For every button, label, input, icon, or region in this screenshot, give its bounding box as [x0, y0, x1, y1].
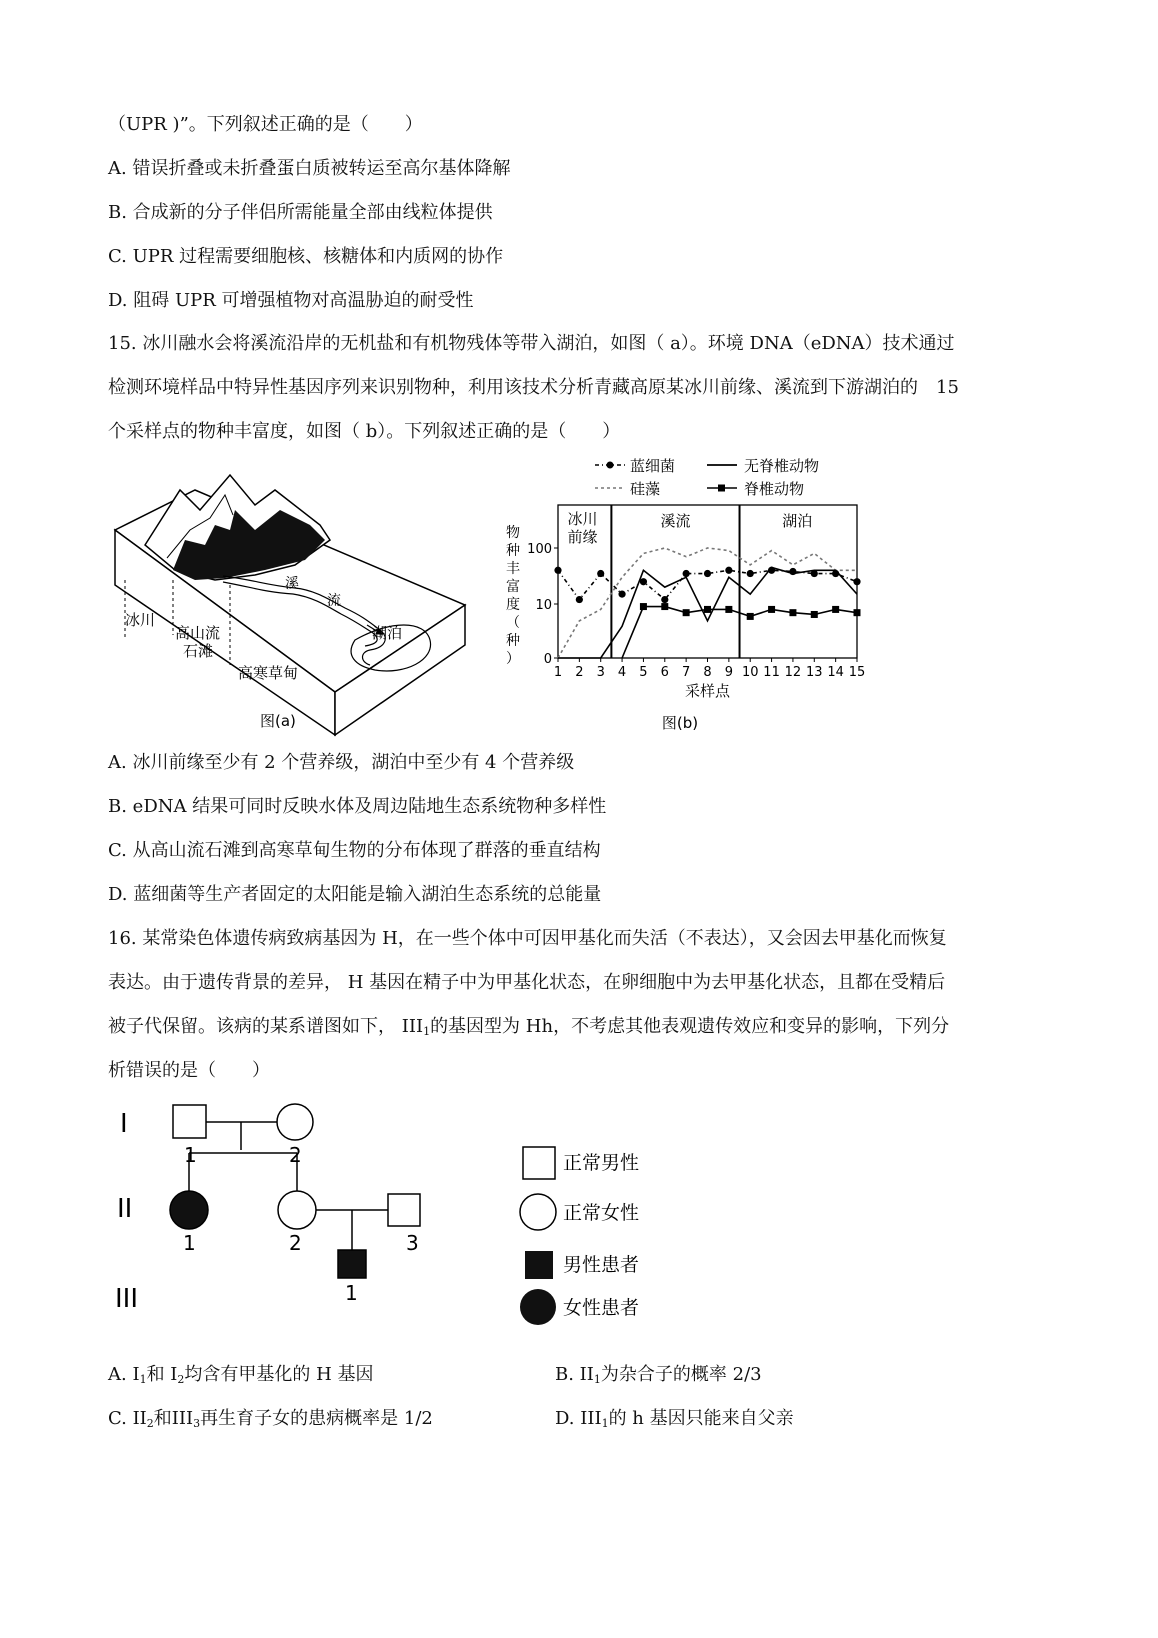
q16-stem-line2: 表达。由于遗传背景的差异， H 基因在精子中为甲基化状态，在卵细胞中为去甲基化状态，且都在受精后: [108, 972, 946, 993]
q16-stem-line3: 被子代保留。该病的某系谱图如下， $III_1$的基因型为 Hh，不考虑其他表观遗传效应和变异的影响，下列分: [108, 1016, 950, 1038]
data-point: [618, 591, 625, 598]
data-point: [576, 596, 583, 603]
q16-option-a: A. $I_1$和 $I_2$均含有甲基化的 H 基因: [108, 1364, 374, 1386]
q15-stem-line3: 个采样点的物种丰富度，如图（ b）。下列叙述正确的是（ ）: [108, 421, 621, 442]
data-point: [747, 570, 754, 577]
y-tick-label: 0: [543, 652, 552, 667]
figure-a-caption: 图(a): [260, 712, 296, 730]
y-axis-label-char: 种: [506, 633, 520, 649]
data-point: [704, 606, 711, 613]
generation-label-3: III: [115, 1284, 139, 1314]
q15-option-a: A. 冰川前缘至少有 2 个营养级，湖泊中至少有 4 个营养级: [108, 752, 575, 773]
x-tick-label: 7: [682, 665, 691, 680]
y-axis-label-char: 度: [506, 597, 520, 613]
q16-option-b: B. $II_1$为杂合子的概率 2/3: [555, 1364, 762, 1386]
y-axis-label-char: ）: [506, 651, 520, 667]
x-tick-label: 5: [639, 665, 648, 680]
x-tick-label: 6: [660, 665, 669, 680]
svg-text:2: 2: [289, 1231, 302, 1255]
x-tick-label: 13: [806, 665, 823, 680]
region-label: 冰川: [567, 510, 598, 528]
q14-intro: （UPR )”。下列叙述正确的是（ ）: [108, 114, 423, 135]
q14-option-c: C. UPR 过程需要细胞核、核糖体和内质网的协作: [108, 246, 504, 267]
legend-male-affected-symbol: [525, 1251, 553, 1279]
data-point: [811, 611, 818, 618]
legend-male-normal: 正常男性: [563, 1152, 640, 1174]
data-point: [661, 596, 668, 603]
figure-b-chart: [500, 450, 880, 745]
q15-option-c: C. 从高山流石滩到高寒草甸生物的分布体现了群落的垂直结构: [108, 840, 601, 861]
data-point: [853, 578, 860, 585]
label-lake: 湖泊: [372, 624, 403, 642]
generation-labels: [115, 1109, 138, 1314]
data-point: [640, 578, 647, 585]
x-tick-label: 2: [575, 665, 584, 680]
x-tick-label: 1: [553, 665, 563, 680]
q15-option-d: D. 蓝细菌等生产者固定的太阳能是输入湖泊生态系统的总能量: [108, 884, 602, 905]
legend-male-normal-symbol: [523, 1147, 555, 1179]
q16-stem-line1: 16. 某常染色体遗传病致病基因为 H，在一些个体中可因甲基化而失活（不表达），又会因去甲基化而恢复: [108, 928, 947, 949]
label-stream-1: 溪: [285, 576, 299, 592]
figure-a-landscape: [105, 470, 475, 740]
data-point: [725, 606, 732, 613]
q15-option-b: B. eDNA 结果可同时反映水体及周边陆地生态系统物种多样性: [108, 796, 607, 817]
q14-option-d: D. 阻碍 UPR 可增强植物对高温胁迫的耐受性: [108, 290, 474, 311]
legend-male-affected: 男性患者: [563, 1254, 640, 1276]
generation-label-2: II: [117, 1194, 133, 1224]
legend-female-affected: 女性患者: [563, 1297, 640, 1319]
II-1-female-affected: [170, 1191, 208, 1229]
q16-option-c: C. $II_2$和$III_3$再生育子女的患病概率是 1/2: [108, 1408, 433, 1430]
svg-text:1: 1: [184, 1143, 197, 1167]
legend-label: 蓝细菌: [630, 457, 676, 475]
x-tick-label: 10: [741, 665, 759, 680]
legend-label: 硅藻: [630, 480, 661, 498]
svg-text:1: 1: [183, 1231, 196, 1255]
data-point: [832, 606, 839, 613]
q15-stem-line1: 15. 冰川融水会将溪流沿岸的无机盐和有机物残体等带入湖泊，如图（ a）。环境 DNA（eDNA）技术通过: [108, 333, 955, 354]
data-point: [704, 570, 711, 577]
legend-female-normal-symbol: [520, 1194, 556, 1230]
figure-b-caption: 图(b): [661, 714, 699, 732]
region-label: 湖泊: [782, 512, 813, 530]
data-point: [683, 570, 690, 577]
y-tick-label: 10: [535, 598, 552, 613]
label-stream-2: 流: [327, 593, 341, 609]
II-2-female-normal: [278, 1191, 316, 1229]
legend-female-normal: 正常女性: [563, 1202, 640, 1224]
x-tick-label: 8: [703, 665, 712, 680]
q16-stem-line4: 析错误的是（ ）: [108, 1060, 270, 1081]
y-axis-label-char: 物: [506, 525, 520, 541]
I-2-female-normal: [277, 1104, 313, 1140]
y-axis-label-char: 富: [506, 579, 520, 595]
x-tick-label: 15: [848, 665, 866, 680]
label-glacier: 冰川: [125, 611, 156, 629]
data-point: [683, 609, 690, 616]
legend-marker-vertebrate: [718, 485, 725, 492]
legend-label: 无脊椎动物: [744, 457, 820, 475]
region-label: 溪流: [660, 512, 691, 530]
data-point: [554, 567, 561, 574]
label-alpine-1: 高山流: [175, 624, 221, 642]
generation-label-1: I: [120, 1109, 128, 1139]
legend-label: 脊椎动物: [744, 480, 805, 498]
data-point: [640, 603, 647, 610]
data-point: [661, 603, 668, 610]
pedigree-chart: [105, 1095, 705, 1335]
y-axis-label-char: 种: [506, 543, 520, 559]
label-alpine-2: 石滩: [183, 642, 214, 660]
region-label: 前缘: [567, 528, 598, 546]
series-line-硅藻: [558, 548, 857, 658]
x-axis-label: 采样点: [684, 682, 731, 700]
y-tick-label: 100: [527, 542, 552, 557]
data-point: [597, 570, 604, 577]
x-tick-label: 14: [827, 665, 844, 680]
legend-marker-cyanobacteria: [607, 462, 614, 469]
data-point: [725, 567, 732, 574]
legend-female-affected-symbol: [520, 1289, 556, 1325]
q14-option-b: B. 合成新的分子伴侣所需能量全部由线粒体提供: [108, 202, 493, 223]
data-point: [854, 609, 861, 616]
x-tick-label: 9: [724, 665, 733, 680]
y-axis-label-char: 丰: [506, 561, 520, 577]
q14-option-a: A. 错误折叠或未折叠蛋白质被转运至高尔基体降解: [108, 158, 511, 179]
data-point: [789, 609, 796, 616]
I-1-male-normal: [173, 1105, 206, 1138]
svg-text:3: 3: [406, 1231, 419, 1255]
svg-text:1: 1: [345, 1281, 358, 1305]
II-3-male-normal: [388, 1194, 420, 1226]
x-tick-label: 3: [596, 665, 605, 680]
III-1-male-affected: [338, 1250, 366, 1278]
data-point: [768, 606, 775, 613]
q16-option-d: D. $III_1$的 h 基因只能来自父亲: [555, 1408, 794, 1430]
label-meadow: 高寒草甸: [238, 664, 299, 682]
x-tick-label: 11: [763, 665, 780, 680]
q15-stem-line2: 检测环境样品中特异性基因序列来识别物种，利用该技术分析青藏高原某冰川前缘、溪流到下游湖泊的 15: [108, 377, 959, 398]
data-point: [747, 613, 754, 620]
y-axis-label-char: （: [506, 615, 520, 631]
svg-text:2: 2: [289, 1143, 302, 1167]
x-tick-label: 4: [617, 665, 627, 680]
x-tick-label: 12: [784, 665, 802, 680]
